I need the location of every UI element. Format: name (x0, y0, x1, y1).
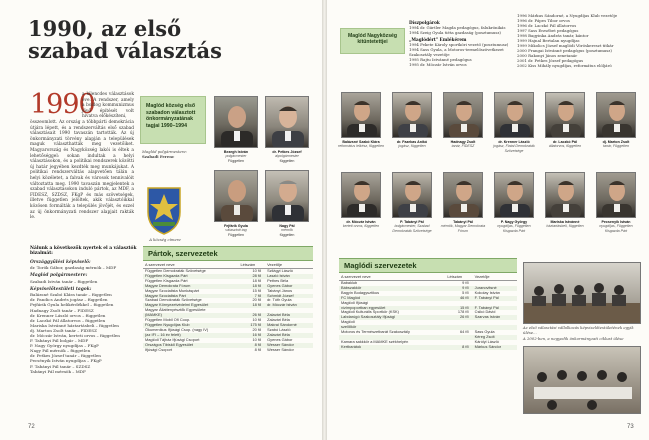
award-item: Szakosztály vezetője (409, 52, 450, 57)
member-item: dr. Petkes József tanár – független (30, 353, 101, 359)
portrait-caption: Tabányi Pál mérnök, Magyar Demokrata Fórum (440, 220, 486, 233)
member-item: dr. Móczár István, kerteti orvos – független (30, 332, 120, 338)
table-cell: Maglódi (341, 319, 355, 325)
table-cell: 26 fő (445, 315, 472, 320)
intro-text-first: a kilencdes választások éve. A rendszer, amely a boldog kommunizmus jövő építését volt hivatva előkészíteni, (82, 92, 134, 120)
table-cell: Független Nyugdíjas Klub (143, 323, 239, 328)
table-row (339, 345, 517, 350)
award-item: 1996 Márkus Sándorné, a Nyugdíjas Klub vezetője (517, 13, 618, 18)
award-item: 1994 Szeig Gyula tiéta gazdaság (posztumusz) (409, 30, 501, 35)
table-cell: Laszló István (265, 274, 313, 279)
table-cell: Zalavári Béla (267, 317, 290, 323)
table-cell: Zalavári Béla (265, 313, 313, 318)
table-cell: FC Maglód (339, 296, 445, 301)
member-item: Balázsné Szabó Klára tanár – független (30, 292, 112, 298)
member-item: dr. Krenner László orvos – független (30, 312, 106, 318)
table-cell: Független Kisgazda Párt (145, 277, 188, 283)
table-cell: (MAMKE) (143, 313, 239, 318)
portrait-caption: Pecsenyik István nyugdíjas, Független Kisgazda Párt (599, 220, 633, 233)
table-cell: Tabányi János (267, 287, 293, 293)
portrait-caption: Mariska Istvánné háztartásbeli, független (546, 220, 584, 229)
crest-caption: A község címere (149, 237, 181, 242)
table-cell: Maglódi Ifjúsági (341, 299, 369, 305)
portrait-photo (596, 172, 636, 218)
portrait-photo (443, 92, 483, 138)
portrait-caption: Bezegh István polgármester Független (223, 150, 249, 163)
meeting-photo-caption: Az első választási vállalkozás képviselőtestületének egyik ülése... (523, 325, 634, 335)
awards-box: Maglód Nagyközség kitüntetettjei (340, 28, 405, 54)
table-cell: vízimpoportban egyesület (339, 306, 445, 311)
portrait-caption: dr. Krenner László jogász, Fiatal Demokraták Szövetsége (493, 140, 535, 153)
table-cell: Szabad Demokraták Szövetsége (145, 297, 202, 303)
table-cell: Pethes Béla (267, 277, 289, 283)
award-item: 1994 Sass Gyula, a Motoros-termelőszövetkezet (409, 47, 504, 52)
table-cell: Független Mobil Ofl Coop. (145, 317, 191, 323)
member-item: Nagy Pál mérnök – független (30, 348, 91, 354)
table-cell: 18 fő (252, 277, 262, 283)
table-cell: Magyar Demokrata Fórum (143, 284, 239, 289)
portrait-photo (341, 92, 381, 138)
table-cell: F. Tabányi Pál (473, 306, 517, 311)
member-item: Szabadi István tanár – független (30, 278, 98, 284)
portrait-caption: dr. Petkes József alpolgármester független (272, 150, 302, 163)
table-cell: 10 fő (252, 268, 262, 273)
meeting-photo (523, 262, 641, 324)
column-header: A szervezet neve (339, 273, 445, 281)
member-item: dj. Marton Zsolt tanár – FIDESZ (30, 327, 97, 333)
members-subheading: Képviselőtestületi tagok: (30, 286, 92, 292)
portrait-caption: Fejfárik Gyula választott tag Független (224, 224, 248, 237)
council-box (140, 96, 206, 144)
table-cell: Kamara sakkkör a MAMKE székhelyén (341, 338, 409, 344)
page-number: 72 (28, 424, 35, 430)
intro-text: összeomlott. Az ország a többpárti demokrácia útjára lépett, és a rendszerváltás első szabad választásait 1990 tavaszán tartották. Az új önkormányzati törvény alapján a települések maguk választhatták meg vezetőiket. Magyarország és Nagyközség lakói is éltek a lehetőséggel: sokan indultak a helyi választásokon, és a politikai rendszerek közötti új határ jegyében kezdték meg munkájukat. A politikai rendszerváltás alapvetően tálán a helyi közéletet, a falvak és városok tennivalóit változtatta meg. 1990 tavaszán megjelentek a szabad választásokon induló pártok, az MDF, a FIDESZ, SZDSZ, FKgP és más szövetségek, illetve független jelöltek, akik választóikkal közösen formálták a település jövőjét, és ezzel az új önkormányzati rendszer alapjait rakták le. (30, 120, 134, 221)
table-cell: Kertbarátok (339, 345, 445, 350)
member-item: F. Tabányi Pál tanár – SZDSZ (30, 363, 91, 369)
portrait-caption: dr. Laczkó Pál állatorvos, független (548, 140, 582, 149)
award-item: 1997 Sass Erzsébet pedagógus (517, 28, 579, 33)
table-cell: 18 fő (239, 284, 266, 289)
table-cell: Kokolay István (474, 289, 500, 295)
award-item: 2001 dr. Petkes József pedagógus (517, 58, 584, 63)
table-cell: Zalavári Béla (265, 333, 313, 338)
table-cell: 20 fő (252, 326, 262, 332)
table-cell: 64 fő (459, 329, 469, 335)
portrait-photo (494, 92, 534, 138)
table-cell: 178 fő (457, 309, 469, 315)
portrait-photo (214, 96, 258, 148)
award-item: 1999 Mikolics József maglódi Vöröskereszt titkár (517, 43, 614, 48)
mayor-caption-name: Szabadi Ferenc (142, 153, 175, 159)
parties-table (143, 261, 313, 352)
table-cell: (az IFI – 16 év felett) (143, 333, 239, 338)
portrait-photo (265, 96, 309, 148)
award-item: 1999 Hajnal Bertalan nyugdíjas (517, 38, 580, 43)
column-header: Vezetője (265, 261, 313, 269)
award-item: 1995 dr. Móczár István orvos (409, 62, 467, 67)
table-cell: Gyenes Gábor (265, 284, 313, 289)
table-cell: Juranovitsné (473, 286, 517, 291)
page-number: 73 (627, 424, 634, 430)
coat-of-arms-icon (145, 186, 183, 236)
mayor-caption-label: Maglód polgármestere: (142, 149, 188, 154)
portrait-photo (545, 92, 585, 138)
awards-column (517, 13, 642, 68)
table-cell: 5 fő (462, 289, 469, 295)
award-item: 2002 Kiss Mihály nyugdíjas, református elöljáró (517, 63, 612, 68)
table-cell: 9 fő (445, 286, 472, 291)
table-cell: Wesser Sándor (265, 343, 313, 348)
table-cell: Független Kisgazda Párt (143, 274, 239, 279)
table-cell: Kéreg Zsolt (473, 335, 517, 340)
award-item: 2000 Frangai Istvánné pedagógus (posztumusz) (517, 48, 612, 53)
table-cell: Független Demokraták Szövetsége (145, 268, 206, 273)
table-cell: szellőkör (339, 325, 445, 330)
members-subheading: Országgyűlési képviselő: (30, 259, 91, 265)
portrait-photo (494, 172, 534, 218)
table-cell: Makrai Sándorné (265, 323, 313, 328)
portrait-photo (265, 170, 309, 222)
table-cell: Csikó Dávid (474, 309, 496, 315)
award-item: 1998 Bagyinka András tanár, kántor (517, 33, 589, 38)
table-cell: Babaklub (341, 280, 358, 285)
table-cell: Bagyin Bodagysztikus (341, 289, 380, 295)
parties-title: Pártok, szervezetek (143, 246, 313, 261)
member-item: F. Tabányi Pál bolgár – MDF (30, 338, 89, 344)
award-item: 1995 Rajtu Istvánné pedagógus (409, 57, 472, 62)
table-cell: Schmidt József (265, 294, 313, 299)
left-page (0, 0, 322, 440)
portrait-caption: dr. Móczár István kerteti orvos, független (342, 220, 380, 229)
member-item: Pecsényik István nyugdíjas – FKgP (30, 358, 102, 364)
portrait-photo (596, 92, 636, 138)
member-list (30, 292, 140, 374)
table-cell: 8 fő (239, 343, 266, 348)
column-header: A szervezet neve (143, 261, 239, 269)
orgs-table (339, 273, 517, 350)
table-cell: F. Tabányi Pál (473, 296, 517, 301)
portrait-caption: Balázsné Szabó Klára református lelkész, független (338, 140, 384, 149)
table-cell: 16 fő (239, 333, 266, 338)
award-item: 2000 Rakonyi János zenetanár (517, 53, 578, 58)
column-header: Vezetője (473, 273, 517, 281)
members-heading: Nálunk a következők nyertek el a választók bizalmát: (30, 246, 137, 257)
portrait-caption: P. Tabányi Pál bolgármester, Szabad Demokraták Szövetsége (392, 220, 432, 233)
member-item: dr. Torök Gábor, gazdaság mérnök – MDF (30, 265, 117, 271)
member-item: dr. Pandics Andrés jogász – független (30, 297, 108, 303)
awards-column (409, 20, 509, 67)
portrait-caption: dj. Marton Zsolt tanár, Független (602, 140, 630, 149)
portrait-caption: P. Nagy György nyugdíjas, Független Kisgazda Párt (497, 220, 531, 233)
awards-heading: „Maglódért” Emlékérem (409, 37, 467, 42)
council-box-title: Maglód község első szabadon választott önkormányzatának tagjai 1990–1994 (146, 103, 196, 129)
right-page (327, 0, 649, 440)
member-item: Fejfárik Gyula helikérdékkel – független (30, 302, 114, 308)
table-cell: Szabó László (267, 326, 291, 332)
portrait-caption: Hadnagy Zsolt tanár, FIDESZ (450, 140, 476, 149)
meeting-photo (523, 346, 641, 414)
column-header: Létszám (445, 273, 472, 281)
member-item: Tabányi Pál mérnök – MDF (30, 368, 86, 374)
portrait-photo (545, 172, 585, 218)
table-cell: 9 fő (462, 280, 469, 285)
table-cell: Magyar Szocialista Munkáspárt (145, 287, 200, 293)
award-item: 1994 Fekete Károly sportköri vezető (posztumusz) (409, 42, 509, 47)
table-cell: dr. Tóth Gyula (267, 297, 292, 303)
orgs-section (339, 258, 517, 350)
table-cell: Wesser Sándor (267, 346, 294, 352)
table-cell: Maglódi Kulturális Sportkör (KSK) (341, 309, 399, 315)
table-cell: Bábszakkör (339, 286, 445, 291)
member-item: P. Nagy György nyugdíjas – FKgP (30, 343, 99, 349)
table-cell: 18 fő (239, 303, 266, 308)
table-cell: Ifjúsági Csoport (145, 346, 173, 352)
table-cell: 7 fő (239, 294, 266, 299)
table-cell: Országos Tibiskő Egyesület (143, 343, 239, 348)
table-cell: 15 fő (252, 287, 262, 293)
page-title: 1990, az első szabad választás (28, 16, 222, 63)
table-cell: Magyar Szocialista Párt (143, 294, 239, 299)
elected-members (30, 246, 140, 406)
table-cell: Maglódi Tájház Ifjúsági Csoport (145, 336, 200, 342)
drop-cap: 1990 (30, 89, 95, 120)
parties-section (143, 246, 313, 352)
table-cell: 8 fő (445, 345, 472, 350)
member-item: dr. Laczkó Pál állatorvos – független (30, 317, 106, 323)
portrait-photo (443, 172, 483, 218)
table-cell: 175 fő (239, 323, 266, 328)
portrait-photo (214, 170, 258, 222)
portrait-caption: Nagy Pál mérnök független (279, 224, 295, 237)
orgs-title: Maglódi szervezetek (339, 258, 517, 273)
meeting-photo-caption: A 2002-ben, a negyedik önkormányzati ciklust ülése (523, 336, 624, 341)
table-cell: 10 fő (252, 317, 262, 323)
portrait-caption: dr. Fazekas Anikó jogász, független (396, 140, 428, 149)
table-row (143, 348, 313, 353)
portrait-photo (392, 92, 432, 138)
table-cell: Motoros és Természetbarát Szakosztály (341, 329, 410, 335)
table-cell: Magyar Környezetvédelmi Egyesület (143, 303, 239, 308)
portrait-photo (392, 172, 432, 218)
table-cell: 10 fő (252, 336, 262, 342)
table-cell: Sass Gyula (474, 329, 495, 335)
award-item: 1996 dr. Pápes Tibor orvos (517, 18, 570, 23)
mayor-caption (142, 150, 206, 159)
table-cell: 26 fő (239, 313, 266, 318)
table-cell: Magyar Állattenyésztők Egyesülete (145, 307, 206, 313)
portrait-photo (341, 172, 381, 218)
table-cell: 20 fő (252, 297, 262, 303)
table-cell: 46 fő (445, 296, 472, 301)
table-cell: 28 fő (239, 274, 266, 279)
table-cell: dr. Móczár István (265, 303, 313, 308)
table-cell: Szarvas István (473, 315, 517, 320)
table-cell: Szilágyi László (267, 268, 293, 273)
column-header: Létszám (239, 261, 266, 269)
members-subheading: Maglód polgármestere: (30, 273, 88, 279)
table-cell: Márkus Sándor (473, 345, 517, 350)
table-cell: 8 fő (254, 346, 262, 352)
table-cell: Ökumenikus Ifjúsági Csop. (nagy IV) (145, 326, 209, 332)
table-cell: Labdarúgó Szakosztály Ifjúsági (339, 315, 445, 320)
member-item: Hadnagy Zsolt tanár – FIDESZ (30, 307, 94, 313)
awards-heading: Díszpolgárok (409, 20, 440, 25)
award-item: 1994 dr. Gürtler Magda pedagógus, falukrónikás (409, 25, 506, 30)
table-cell: Gyenes Gábor (267, 336, 293, 342)
member-item: Mariska Istvánné háztartásbeli – független (30, 322, 119, 328)
table-cell: 15 fő (445, 306, 472, 311)
table-cell: Kárólyi László (474, 338, 499, 344)
award-item: 1996 dr. Laczkó Pál állatorvos (517, 23, 577, 28)
